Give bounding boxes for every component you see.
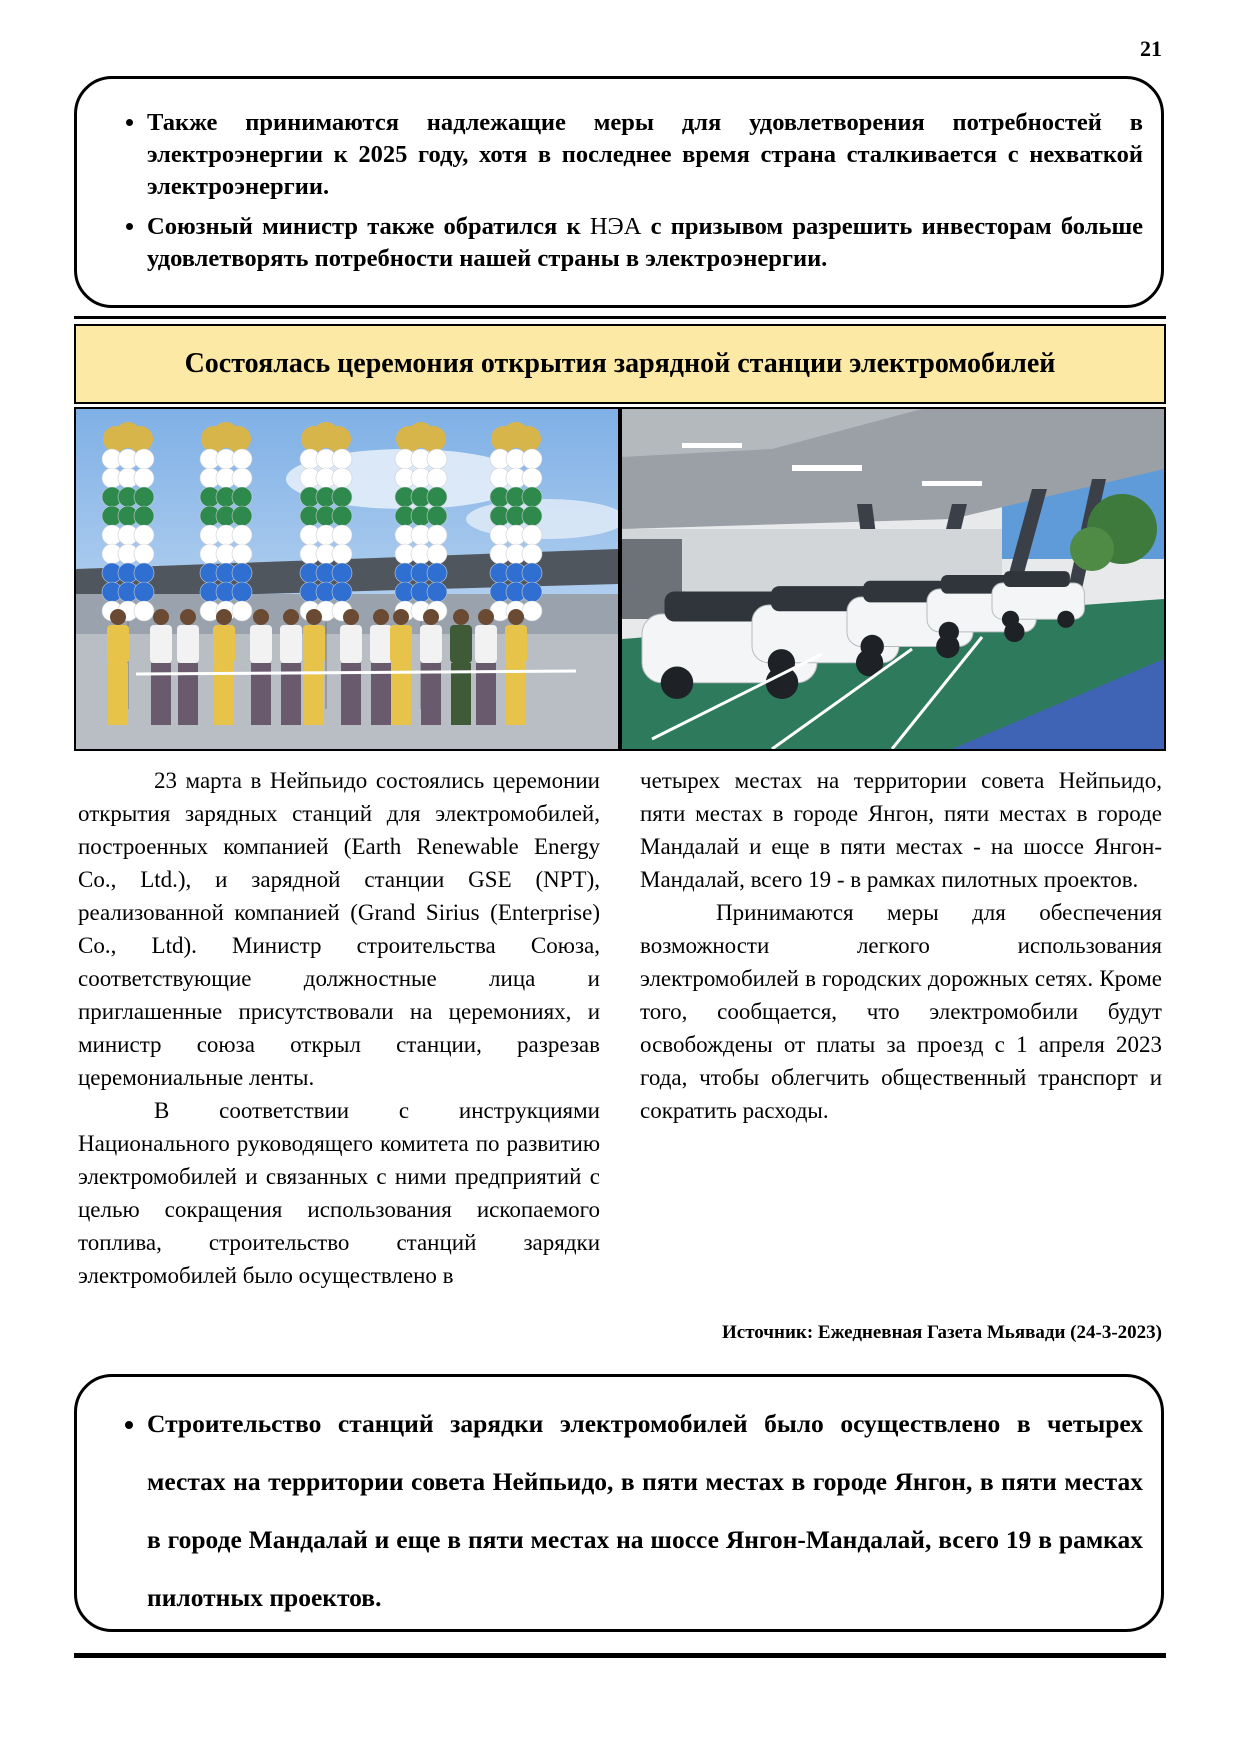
footer-divider-line — [74, 1653, 1166, 1658]
summary-box-bottom — [74, 1374, 1164, 1632]
article-paragraph-2: В соответствии с инструкциями Национального руководящего комитета по развитию электромобилей и связанных с ними предприятий с целью сокращения использования ископаемого топлива, строительство станций зарядки электромобилей было осуществлено в — [78, 1098, 600, 1288]
photo-strip — [74, 407, 1166, 751]
article-paragraph-2-continued: четырех местах на территории совета Нейпьидо, пяти местах в городе Янгон, пяти местах в городе Мандалай и еще в пяти местах - на шоссе Янгон-Мандалай, всего 19 - в рамках пилотных проектов. — [640, 768, 1162, 892]
bullet-text: с призывом разрешить инвесторам больше удовлетворять потребности нашей страны в электроэнергии. — [147, 213, 1143, 272]
summary-bullet-1: • Также принимаются надлежащие меры для удовлетворения потребностей в электроэнергии к 2025 году, хотя в последнее время страна сталкивается с нехваткой электроэнергии. — [147, 107, 1143, 203]
divider-line — [74, 316, 1166, 319]
abbreviation-nea: НЭА — [589, 213, 642, 240]
summary-box-top — [74, 76, 1164, 308]
article-paragraph-3: Принимаются меры для обеспечения возможности легкого использования электромобилей в городских дорожных сетях. Кроме того, сообщается, что электромобили будут освобождены от платы за проезд с 1 апреля 2023 года, чтобы облегчить общественный транспорт и сократить расходы. — [640, 900, 1162, 1123]
source-citation: Источник: Ежедневная Газета Мьявади (24-3-2023) — [722, 1322, 1162, 1343]
article-paragraph-1: 23 марта в Нейпьидо состоялись церемонии открытия зарядных станций для электромобилей, построенных компанией (Earth Renewable Energy Co., Ltd.), и зарядной станции GSE (NPT), реализованной компанией (Grand Sirius (Enterprise) Co., Ltd). Министр строительства Союза, соответствующие должностные лица и приглашенные присутствовали на церемониях, и министр союза открыл станции, разрезав церемониальные ленты. — [78, 768, 600, 1090]
charging-station-photo — [622, 409, 1164, 749]
summary-bullets-bottom — [97, 1395, 1143, 1627]
summary-bullet-bottom-1: • Строительство станций зарядки электромобилей было осуществлено в четырех местах на территории совета Нейпьидо, в пяти местах в городе Янгон, в пяти местах в городе Мандалай и еще в пяти местах на шоссе Янгон-Мандалай, всего 19 в рамках пилотных проектов. — [147, 1395, 1143, 1627]
summary-bullets — [97, 107, 1143, 275]
article-column-left — [78, 764, 600, 1292]
summary-bullet-2 — [147, 211, 1143, 275]
article-column-right — [640, 764, 1162, 1127]
ceremony-participants — [107, 609, 527, 725]
ceremony-photo — [76, 409, 618, 749]
ribbon-cutting-ceremony-image — [76, 409, 618, 749]
ev-charging-station-image — [622, 409, 1164, 749]
bullet-text: Союзный министр также обратился к — [147, 213, 590, 240]
article-headline: Состоялась церемония открытия зарядной станции электромобилей — [74, 324, 1166, 404]
page-number: 21 — [1140, 36, 1162, 61]
